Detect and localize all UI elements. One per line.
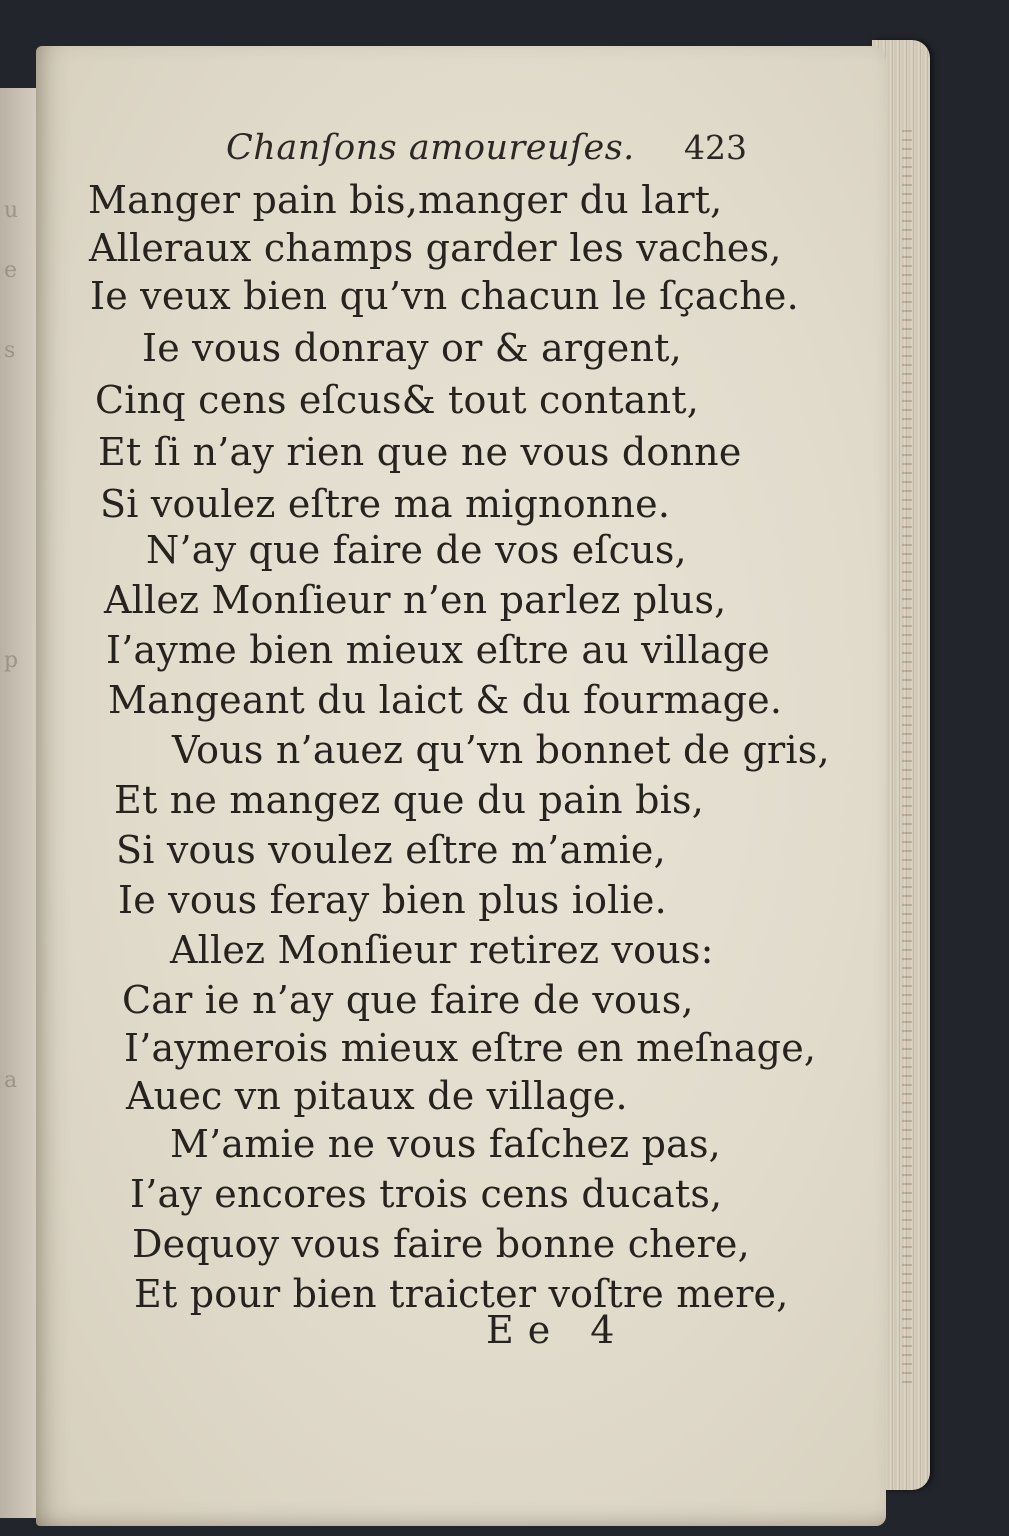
running-title: Chanſons amoureuſes. xyxy=(226,128,635,168)
show-through-mark: s xyxy=(4,338,16,363)
poem-line: Allez Monſieur retirez vous: xyxy=(170,928,714,972)
page-number: 423 xyxy=(684,128,747,167)
show-through-mark: a xyxy=(4,1068,18,1093)
poem-line: N’ay que faire de vos eſcus, xyxy=(146,528,687,572)
poem-line: Et ne mangez que du pain bis, xyxy=(114,778,704,822)
poem-line: M’amie ne vous faſchez pas, xyxy=(170,1122,721,1166)
show-through-mark: e xyxy=(4,258,18,283)
poem-line: Si vous voulez eſtre m’amie, xyxy=(116,828,666,872)
poem-line: Manger pain bis,manger du lart, xyxy=(88,178,723,222)
poem-line: Mangeant du laict & du fourmage. xyxy=(108,678,783,722)
show-through-mark: p xyxy=(4,648,19,673)
poem-line: Ie veux bien qu’vn chacun le ſçache. xyxy=(90,274,799,318)
poem-text xyxy=(0,176,1009,1316)
poem-line: I’aymerois mieux eſtre en meſnage, xyxy=(124,1026,817,1070)
signature-mark: Ee 4 xyxy=(486,1308,629,1352)
poem-line: Dequoy vous faire bonne chere, xyxy=(132,1222,750,1266)
poem-line: Et pour bien traicter voſtre mere, xyxy=(134,1272,789,1316)
poem-line: I’ayme bien mieux eſtre au village xyxy=(106,628,770,672)
poem-line: Ie vous feray bien plus iolie. xyxy=(118,878,667,922)
poem-line: Allez Monſieur n’en parlez plus, xyxy=(104,578,727,622)
show-through-mark: u xyxy=(4,198,19,223)
running-head xyxy=(0,128,1009,178)
poem-line: Vous n’auez qu’vn bonnet de gris, xyxy=(172,728,830,772)
poem-line: I’ay encores trois cens ducats, xyxy=(130,1172,723,1216)
poem-line: Si voulez eſtre ma mignonne. xyxy=(100,482,671,526)
poem-line: Alleraux champs garder les vaches, xyxy=(89,226,782,270)
poem-line: Cinq cens eſcus& tout contant, xyxy=(95,378,699,422)
poem-line: Ie vous donray or & argent, xyxy=(142,326,682,370)
poem-line: Auec vn pitaux de village. xyxy=(126,1074,628,1118)
poem-line: Car ie n’ay que faire de vous, xyxy=(122,978,694,1022)
poem-line: Et ſi n’ay rien que ne vous donne xyxy=(98,430,742,474)
